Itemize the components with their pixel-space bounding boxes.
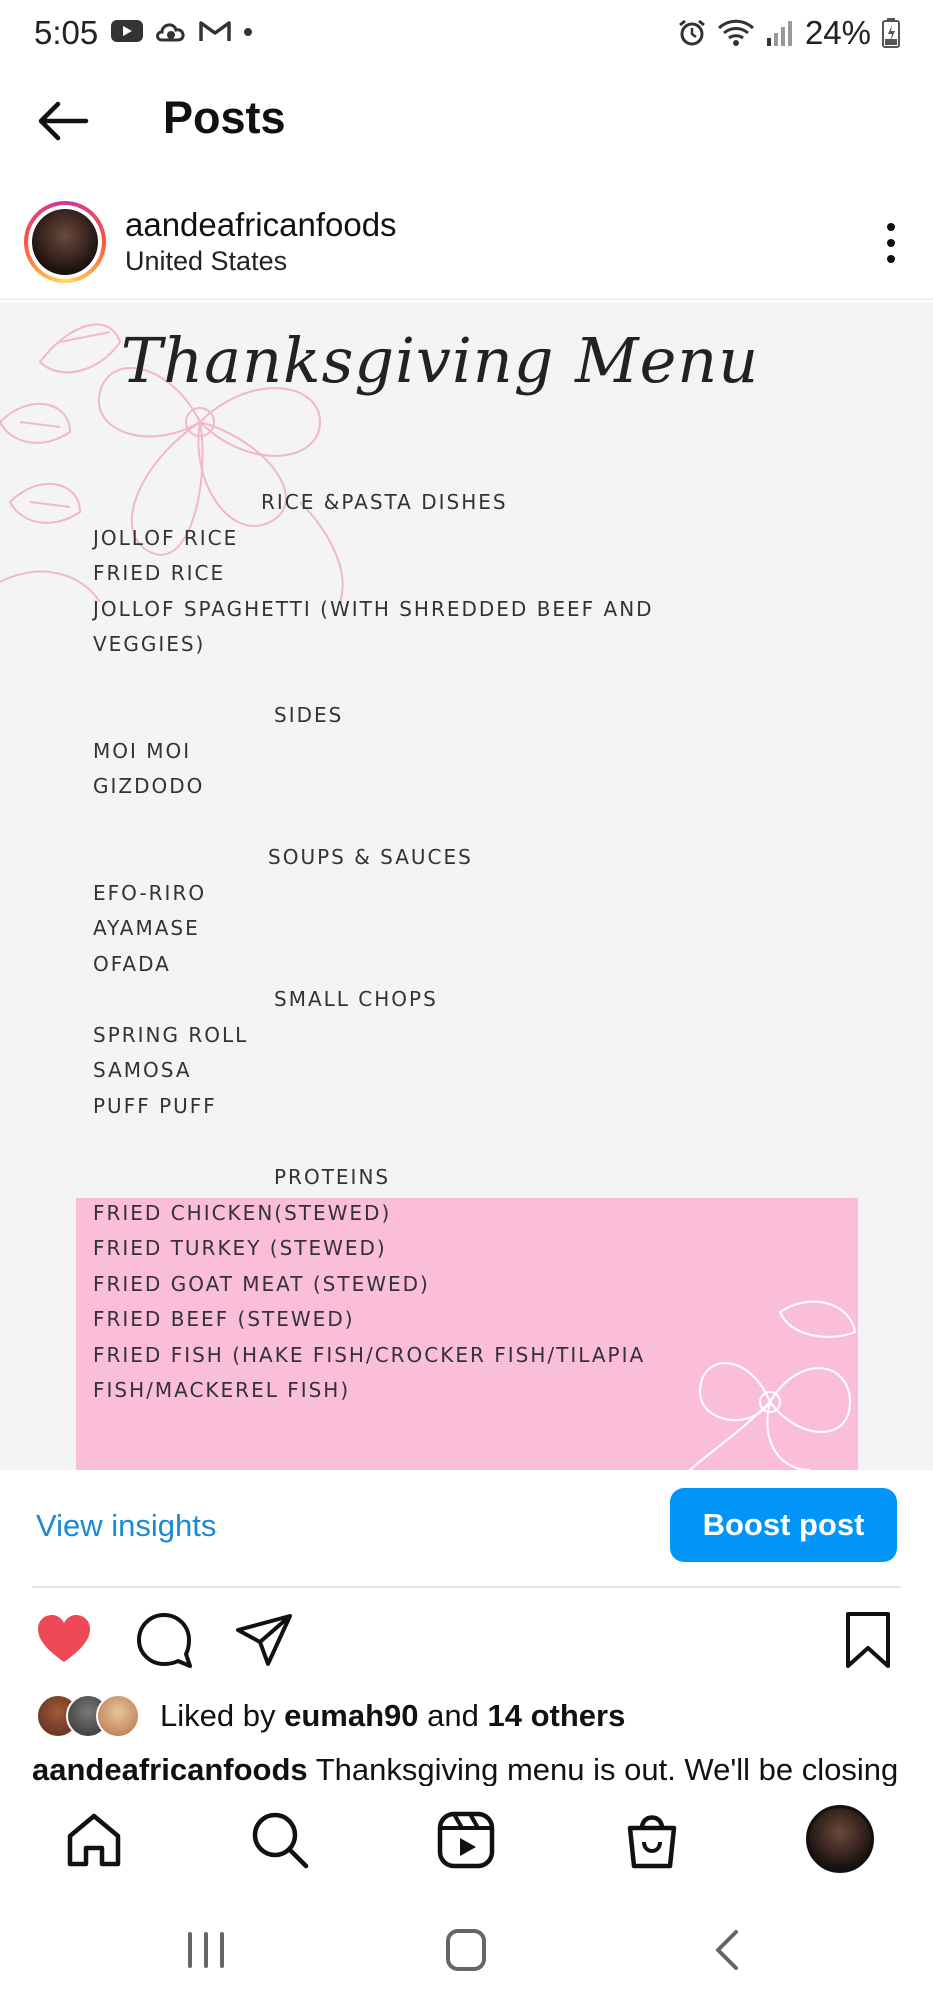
home-button-icon[interactable]	[436, 1924, 496, 1976]
menu-item: PUFF PUFF	[93, 1094, 217, 1118]
menu-section-heading: SMALL CHOPS	[274, 987, 438, 1011]
status-right	[677, 14, 901, 52]
profile-avatar[interactable]	[806, 1805, 874, 1873]
menu-item: FRIED BEEF (STEWED)	[93, 1307, 355, 1331]
menu-item: AYAMASE	[93, 916, 200, 940]
arrow-left-icon[interactable]	[36, 94, 90, 148]
menu-item: VEGGIES)	[93, 632, 206, 656]
status-time: 5:05	[34, 14, 99, 51]
back-icon[interactable]	[698, 1924, 758, 1976]
menu-item: EFO-RIRO	[93, 881, 207, 905]
likes-others[interactable]: 14 others	[487, 1698, 626, 1733]
notification-icons	[110, 18, 254, 44]
author-name[interactable]: aandeafricanfoods	[125, 206, 397, 243]
menu-item: GIZDODO	[93, 774, 205, 798]
menu-item: MOI MOI	[93, 739, 192, 763]
menu-item: SPRING ROLL	[93, 1023, 249, 1047]
post-caption[interactable]	[32, 1752, 902, 1786]
insights-row	[0, 1470, 933, 1586]
menu-section-heading: SIDES	[274, 703, 344, 727]
author-avatar[interactable]	[24, 201, 106, 283]
likes-row[interactable]	[0, 1690, 933, 1742]
more-options-icon[interactable]	[871, 218, 911, 268]
menu-item: FRIED GOAT MEAT (STEWED)	[93, 1272, 430, 1296]
post-author-row	[0, 196, 933, 300]
heart-icon[interactable]	[34, 1610, 94, 1670]
caption-text: Thanksgiving menu is out. We'll be closing	[315, 1752, 899, 1786]
wifi-icon	[717, 18, 755, 48]
post-actions	[0, 1600, 933, 1680]
menu-title: Thanksgiving Menu	[120, 324, 760, 397]
likes-text[interactable]	[160, 1698, 625, 1734]
comment-icon[interactable]	[134, 1610, 194, 1670]
view-insights-link[interactable]: View insights	[36, 1508, 217, 1543]
bottom-nav	[0, 1790, 933, 1900]
page-title: Posts	[163, 92, 286, 143]
cloud-icon	[154, 18, 188, 44]
menu-item: FRIED RICE	[93, 561, 226, 585]
menu-section-heading: SOUPS & SAUCES	[268, 845, 473, 869]
menu-item: SAMOSA	[93, 1058, 192, 1082]
caption-author[interactable]: aandeafricanfoods	[32, 1752, 308, 1786]
dot-icon	[242, 18, 254, 44]
menu-item: FRIED FISH (HAKE FISH/CROCKER FISH/TILAPIA	[93, 1343, 646, 1367]
likes-prefix: Liked by	[160, 1698, 276, 1733]
menu-section-heading: PROTEINS	[274, 1165, 391, 1189]
post-image[interactable]	[0, 302, 933, 1470]
status-bar	[0, 0, 933, 70]
author-location[interactable]: United States	[125, 246, 288, 276]
signal-icon	[765, 18, 795, 48]
menu-item: FISH/MACKEREL FISH)	[93, 1378, 351, 1402]
battery-percent: 24%	[804, 14, 871, 51]
battery-icon	[881, 17, 901, 49]
menu-item: FRIED TURKEY (STEWED)	[93, 1236, 387, 1260]
boost-post-button[interactable]: Boost post	[670, 1488, 897, 1562]
shop-icon[interactable]	[620, 1808, 684, 1872]
divider	[32, 1586, 901, 1588]
youtube-icon	[110, 18, 144, 44]
liker-avatars	[36, 1694, 146, 1738]
share-icon[interactable]	[234, 1610, 294, 1670]
bookmark-icon[interactable]	[838, 1610, 898, 1670]
menu-section-heading: RICE &PASTA DISHES	[261, 490, 508, 514]
menu-item: FRIED CHICKEN(STEWED)	[93, 1201, 392, 1225]
avatar	[96, 1694, 140, 1738]
menu-item: JOLLOF SPAGHETTI (WITH SHREDDED BEEF AND	[93, 597, 654, 621]
system-nav-bar	[0, 1900, 933, 2000]
recent-apps-icon[interactable]	[176, 1924, 236, 1976]
menu-item: JOLLOF RICE	[93, 526, 239, 550]
alarm-icon	[677, 18, 707, 48]
home-icon[interactable]	[62, 1808, 126, 1872]
liker-username[interactable]: eumah90	[284, 1698, 419, 1733]
reels-icon[interactable]	[434, 1808, 498, 1872]
header	[0, 80, 933, 162]
gmail-icon	[198, 18, 232, 44]
menu-item: OFADA	[93, 952, 171, 976]
search-icon[interactable]	[248, 1808, 312, 1872]
floral-decoration-bottom	[670, 1292, 860, 1470]
likes-conjunction: and	[427, 1698, 479, 1733]
